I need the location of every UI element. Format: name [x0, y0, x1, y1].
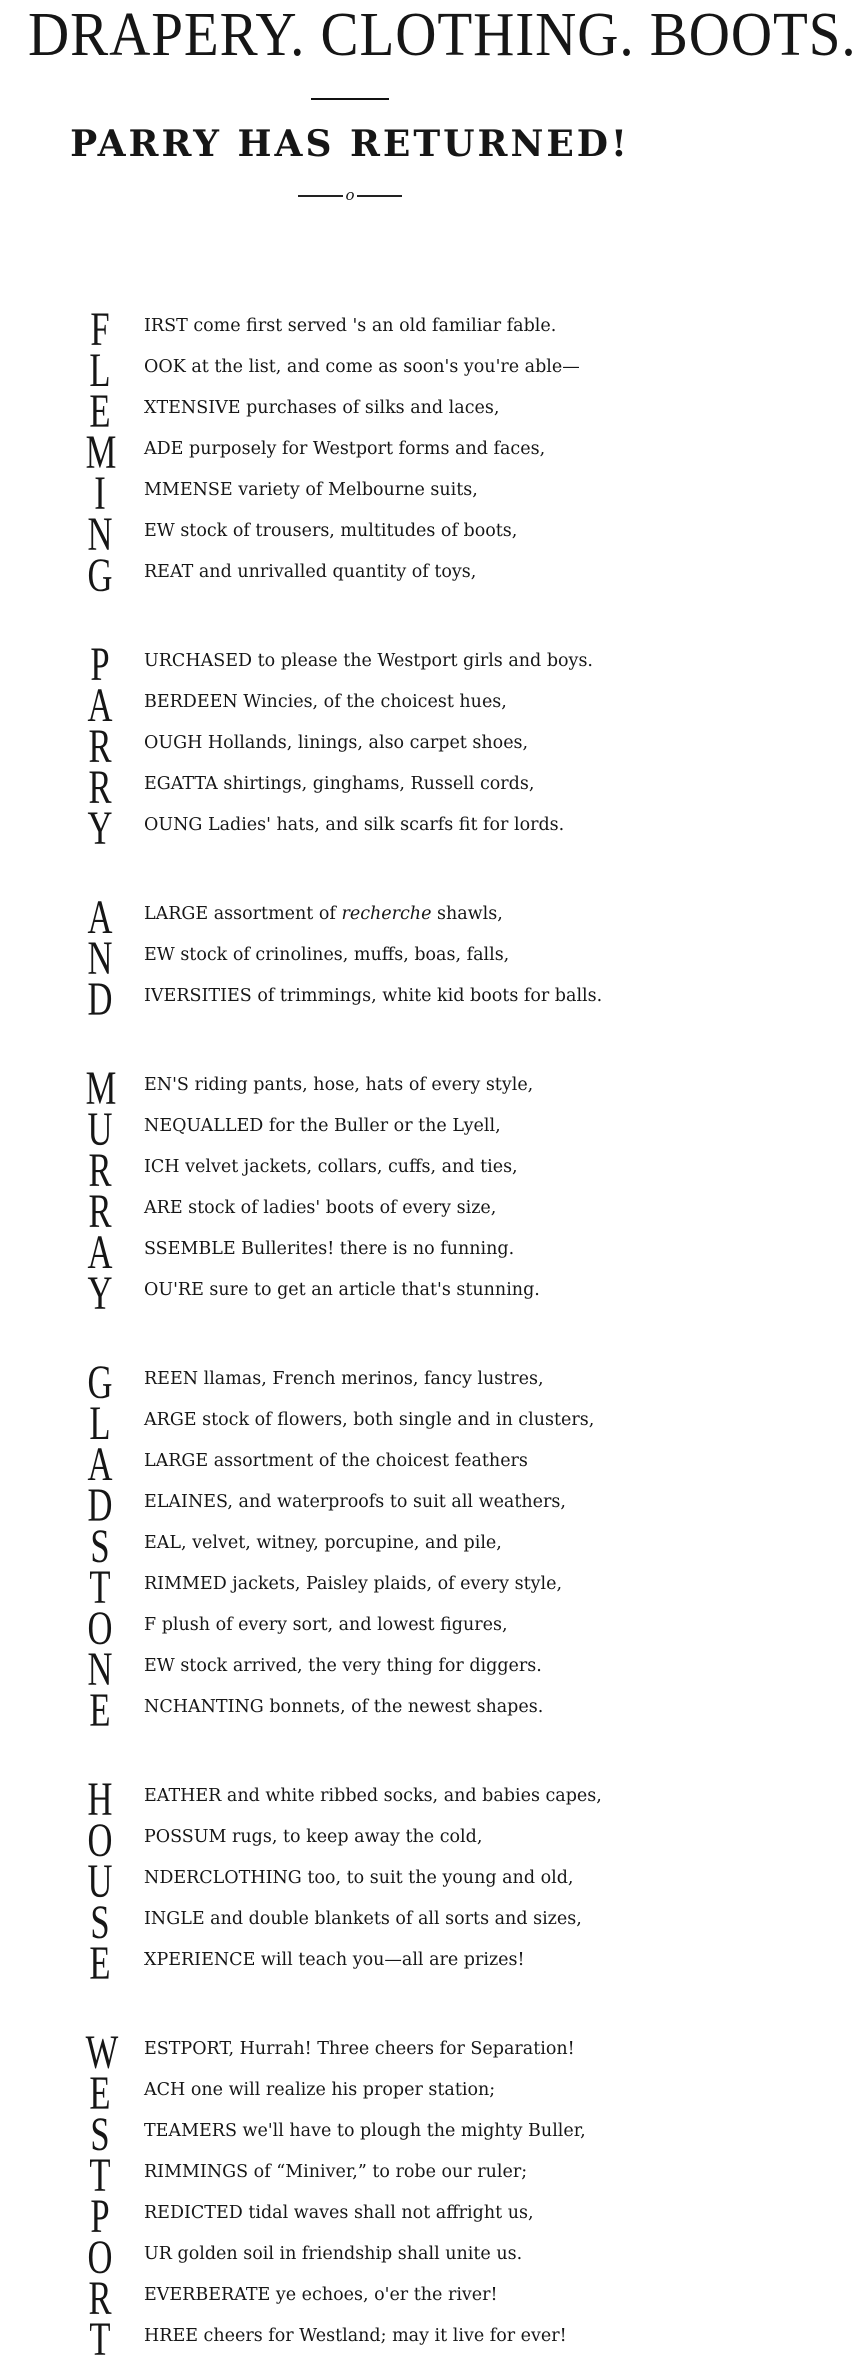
verse-line	[0, 2313, 700, 2366]
acrostic-letter: S	[90, 2108, 110, 2161]
acrostic-letter: U	[87, 1103, 113, 1156]
verse-line	[0, 891, 700, 944]
verse-line	[0, 1062, 700, 1115]
acrostic-letter: W	[85, 2026, 119, 2079]
verse-line	[0, 679, 700, 732]
verse-text: NCHANTING bonnets, of the newest shapes.	[144, 1697, 544, 1717]
acrostic-group-house	[0, 1773, 700, 1990]
verse-line	[0, 1684, 700, 1737]
verse-text: EAL, velvet, witney, porcupine, and pile,	[144, 1533, 502, 1553]
acrostic-letter: A	[87, 891, 113, 944]
headline: DRAPERY. CLOTHING. BOOTS.	[28, 1, 857, 69]
acrostic-letter: H	[87, 1773, 113, 1826]
ornamental-divider	[298, 188, 402, 204]
acrostic-letter: N	[87, 1643, 113, 1696]
verse-text: SSEMBLE Bullerites! there is no funning.	[144, 1239, 515, 1259]
acrostic-letter: G	[87, 549, 113, 602]
verse-text: INGLE and double blankets of all sorts and sizes,	[144, 1909, 582, 1929]
verse-text: F plush of every sort, and lowest figures,	[144, 1615, 508, 1635]
acrostic-letter: N	[87, 932, 113, 985]
verse-line	[0, 1643, 700, 1696]
verse-line	[0, 1185, 700, 1238]
subheadline: PARRY HAS RETURNED!	[70, 123, 630, 165]
verse-line	[0, 802, 700, 855]
verse-line	[0, 720, 700, 773]
verse-text: EW stock of trousers, multitudes of boots,	[144, 521, 518, 541]
verse-line	[0, 1438, 700, 1491]
acrostic-letter: L	[89, 344, 111, 397]
acrostic-letter: T	[89, 1561, 111, 1614]
acrostic-poem	[0, 303, 700, 2366]
verse-line	[0, 2190, 700, 2243]
acrostic-letter: R	[88, 1144, 112, 1197]
verse-line	[0, 1855, 700, 1908]
verse-line	[0, 1814, 700, 1867]
verse-text: POSSUM rugs, to keep away the cold,	[144, 1827, 483, 1847]
acrostic-letter: O	[87, 1814, 113, 1867]
verse-text: OUGH Hollands, linings, also carpet shoes,	[144, 733, 529, 753]
verse-line	[0, 2272, 700, 2325]
acrostic-group-westport	[0, 2026, 700, 2366]
acrostic-letter: P	[90, 638, 110, 691]
acrostic-letter: A	[87, 1438, 113, 1491]
verse-text: ELAINES, and waterproofs to suit all weathers,	[144, 1492, 566, 1512]
verse-line	[0, 761, 700, 814]
verse-text: XPERIENCE will teach you—all are prizes!	[144, 1950, 525, 1970]
acrostic-letter: T	[89, 2149, 111, 2202]
acrostic-letter: T	[89, 2313, 111, 2366]
acrostic-letter: A	[87, 1226, 113, 1279]
acrostic-group-parry	[0, 638, 700, 855]
verse-line	[0, 344, 700, 397]
acrostic-letter: G	[87, 1356, 113, 1409]
verse-text: NEQUALLED for the Buller or the Lyell,	[144, 1116, 501, 1136]
acrostic-letter: M	[85, 1062, 117, 1115]
verse-line	[0, 1561, 700, 1614]
acrostic-letter: Y	[87, 802, 113, 855]
verse-line	[0, 638, 700, 691]
verse-line	[0, 2108, 700, 2161]
headline-divider	[311, 98, 389, 100]
verse-text: MMENSE variety of Melbourne suits,	[144, 480, 478, 500]
verse-text: EN'S riding pants, hose, hats of every style,	[144, 1075, 534, 1095]
verse-text: OUNG Ladies' hats, and silk scarfs fit for lords.	[144, 815, 565, 835]
acrostic-letter: R	[88, 761, 112, 814]
verse-text: EW stock arrived, the very thing for diggers.	[144, 1656, 542, 1676]
verse-line	[0, 973, 700, 1026]
acrostic-letter: A	[87, 679, 113, 732]
verse-text: EVERBERATE ye echoes, o'er the river!	[144, 2285, 498, 2305]
verse-line	[0, 1267, 700, 1320]
verse-text: LARGE assortment of recherche shawls,	[144, 904, 503, 924]
verse-line	[0, 303, 700, 356]
verse-text: REDICTED tidal waves shall not affright us,	[144, 2203, 534, 2223]
verse-text: ICH velvet jackets, collars, cuffs, and ties,	[144, 1157, 518, 1177]
verse-text: URCHASED to please the Westport girls and boys.	[144, 651, 593, 671]
acrostic-letter: R	[88, 720, 112, 773]
verse-line	[0, 1356, 700, 1409]
ornament-glyph: o	[343, 187, 357, 203]
verse-text: ARE stock of ladies' boots of every size,	[144, 1198, 497, 1218]
verse-text: ADE purposely for Westport forms and faces,	[144, 439, 546, 459]
acrostic-group-gladstone	[0, 1356, 700, 1737]
acrostic-letter: O	[87, 1602, 113, 1655]
verse-text: HREE cheers for Westland; may it live for ever!	[144, 2326, 567, 2346]
verse-line	[0, 1520, 700, 1573]
verse-text: ACH one will realize his proper station;	[144, 2080, 496, 2100]
verse-text: EW stock of crinolines, muffs, boas, falls,	[144, 945, 510, 965]
verse-line	[0, 1103, 700, 1156]
verse-text: LARGE assortment of the choicest feathers	[144, 1451, 528, 1471]
verse-line	[0, 932, 700, 985]
acrostic-letter: P	[90, 2190, 110, 2243]
verse-text: RIMMINGS of “Miniver,” to robe our ruler;	[144, 2162, 528, 2182]
verse-text: XTENSIVE purchases of silks and laces,	[144, 398, 500, 418]
verse-line	[0, 1937, 700, 1990]
acrostic-letter: S	[90, 1896, 110, 1949]
acrostic-letter: M	[85, 426, 117, 479]
verse-text: ARGE stock of flowers, both single and in clusters,	[144, 1410, 595, 1430]
verse-text: REAT and unrivalled quantity of toys,	[144, 562, 477, 582]
verse-line	[0, 1602, 700, 1655]
verse-text: EGATTA shirtings, ginghams, Russell cords,	[144, 774, 535, 794]
verse-text: REEN llamas, French merinos, fancy lustres,	[144, 1369, 544, 1389]
verse-text: OU'RE sure to get an article that's stunning.	[144, 1280, 540, 1300]
verse-line	[0, 2026, 700, 2079]
verse-line	[0, 508, 700, 561]
verse-line	[0, 1773, 700, 1826]
acrostic-letter: N	[87, 508, 113, 561]
verse-line	[0, 1144, 700, 1197]
acrostic-letter: O	[87, 2231, 113, 2284]
verse-line	[0, 1479, 700, 1532]
verse-line	[0, 549, 700, 602]
acrostic-letter: U	[87, 1855, 113, 1908]
acrostic-letter: F	[90, 303, 110, 356]
verse-text: IVERSITIES of trimmings, white kid boots for balls.	[144, 986, 603, 1006]
verse-line	[0, 2231, 700, 2284]
verse-text: IRST come first served 's an old familiar fable.	[144, 316, 557, 336]
acrostic-letter: D	[87, 1479, 113, 1532]
verse-line	[0, 1226, 700, 1279]
acrostic-letter: L	[89, 1397, 111, 1450]
acrostic-letter: E	[89, 1937, 111, 1990]
verse-line	[0, 2067, 700, 2120]
acrostic-letter: E	[89, 385, 111, 438]
verse-text: RIMMED jackets, Paisley plaids, of every style,	[144, 1574, 563, 1594]
verse-line	[0, 426, 700, 479]
acrostic-letter: E	[89, 2067, 111, 2120]
verse-text: OOK at the list, and come as soon's you're able—	[144, 357, 580, 377]
verse-line	[0, 1397, 700, 1450]
acrostic-group-and	[0, 891, 700, 1026]
acrostic-letter: E	[89, 1684, 111, 1737]
acrostic-letter: D	[87, 973, 113, 1026]
verse-line	[0, 467, 700, 520]
verse-text: NDERCLOTHING too, to suit the young and old,	[144, 1868, 574, 1888]
acrostic-letter: R	[88, 2272, 112, 2325]
verse-text: UR golden soil in friendship shall unite us.	[144, 2244, 523, 2264]
verse-text: BERDEEN Wincies, of the choicest hues,	[144, 692, 507, 712]
acrostic-group-murray	[0, 1062, 700, 1320]
verse-line	[0, 2149, 700, 2202]
verse-line	[0, 385, 700, 438]
verse-line	[0, 1896, 700, 1949]
acrostic-group-fleming	[0, 303, 700, 602]
verse-text: TEAMERS we'll have to plough the mighty Buller,	[144, 2121, 586, 2141]
acrostic-letter: S	[90, 1520, 110, 1573]
verse-text: ESTPORT, Hurrah! Three cheers for Separation!	[144, 2039, 575, 2059]
acrostic-letter: I	[94, 467, 106, 520]
acrostic-letter: R	[88, 1185, 112, 1238]
acrostic-letter: Y	[87, 1267, 113, 1320]
verse-text: EATHER and white ribbed socks, and babies capes,	[144, 1786, 602, 1806]
